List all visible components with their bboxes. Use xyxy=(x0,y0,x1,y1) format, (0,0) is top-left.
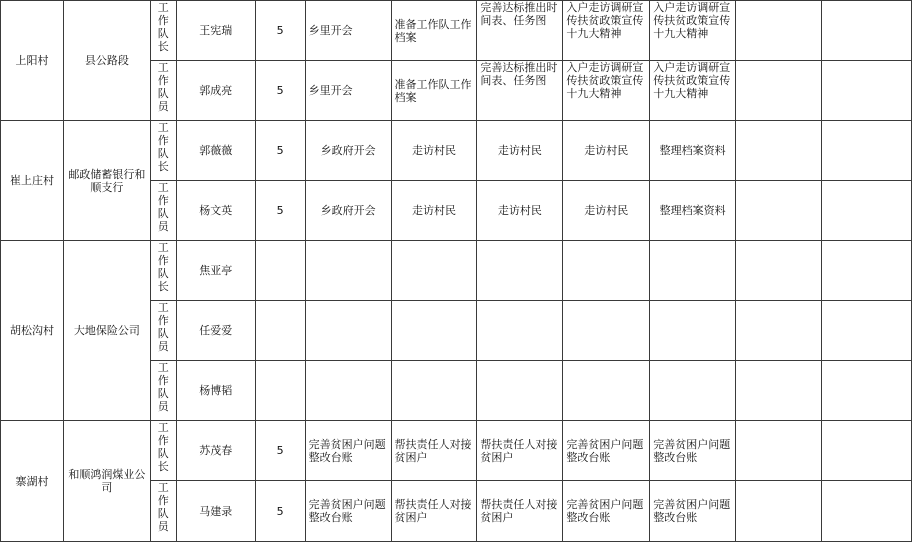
task-cell-3[interactable]: 帮扶责任人对接贫困户 xyxy=(477,421,563,481)
task-cell-5[interactable] xyxy=(650,241,736,301)
task-cell-4[interactable]: 完善贫困户问题整改台账 xyxy=(563,421,650,481)
task-cell-2[interactable]: 帮扶责任人对接贫困户 xyxy=(391,481,477,542)
task-cell-2[interactable]: 走访村民 xyxy=(391,121,477,181)
empty-cell[interactable] xyxy=(736,481,822,542)
table-row xyxy=(1,1,912,61)
unit-cell[interactable]: 邮政储蓄银行和顺支行 xyxy=(63,121,150,241)
task-cell-3[interactable]: 走访村民 xyxy=(477,121,563,181)
task-cell-1[interactable] xyxy=(305,361,391,421)
name-cell[interactable]: 焦亚亭 xyxy=(176,241,255,301)
task-cell-2[interactable]: 帮扶责任人对接贫困户 xyxy=(391,421,477,481)
task-cell-5[interactable]: 完善贫困户问题整改台账 xyxy=(650,421,736,481)
name-cell[interactable]: 杨文英 xyxy=(176,181,255,241)
task-cell-1[interactable]: 完善贫困户问题整改台账 xyxy=(305,481,391,542)
task-cell-1[interactable] xyxy=(305,301,391,361)
role-text: 工作队员 xyxy=(157,361,169,413)
empty-cell[interactable] xyxy=(736,121,822,181)
table-row xyxy=(1,241,912,301)
task-cell-3[interactable] xyxy=(477,301,563,361)
name-cell[interactable]: 王宪瑞 xyxy=(176,1,255,61)
empty-cell[interactable] xyxy=(736,301,822,361)
task-cell-3[interactable]: 完善达标推出时间表、任务图 xyxy=(477,1,563,61)
name-cell[interactable]: 杨博韬 xyxy=(176,361,255,421)
role-cell[interactable] xyxy=(150,241,176,301)
task-cell-3[interactable]: 帮扶责任人对接贫困户 xyxy=(477,481,563,542)
task-cell-4[interactable]: 走访村民 xyxy=(563,181,650,241)
task-cell-5[interactable]: 整理档案资料 xyxy=(650,121,736,181)
role-cell[interactable] xyxy=(150,301,176,361)
empty-cell[interactable] xyxy=(821,301,911,361)
role-text: 工作队员 xyxy=(157,61,169,113)
empty-cell[interactable] xyxy=(736,361,822,421)
task-cell-4[interactable] xyxy=(563,361,650,421)
task-cell-1[interactable] xyxy=(305,241,391,301)
village-cell[interactable]: 胡松沟村 xyxy=(1,241,64,421)
table-row xyxy=(1,121,912,181)
role-text: 工作队员 xyxy=(157,181,169,233)
task-cell-4[interactable]: 走访村民 xyxy=(563,121,650,181)
task-cell-2[interactable] xyxy=(391,301,477,361)
role-cell[interactable] xyxy=(150,481,176,542)
village-cell[interactable]: 寨湖村 xyxy=(1,421,64,542)
role-text: 工作队长 xyxy=(157,241,169,293)
task-cell-5[interactable]: 完善贫困户问题整改台账 xyxy=(650,481,736,542)
days-cell[interactable] xyxy=(255,241,305,301)
table-row xyxy=(1,421,912,481)
empty-cell[interactable] xyxy=(821,241,911,301)
empty-cell[interactable] xyxy=(821,181,911,241)
role-text: 工作队长 xyxy=(157,421,169,473)
task-cell-3[interactable]: 完善达标推出时间表、任务图 xyxy=(477,61,563,121)
role-cell[interactable] xyxy=(150,121,176,181)
task-cell-2[interactable]: 准备工作队工作档案 xyxy=(391,61,477,121)
task-cell-1[interactable]: 完善贫困户问题整改台账 xyxy=(305,421,391,481)
task-cell-5[interactable]: 入户走访调研宣传扶贫政策宣传十九大精神 xyxy=(650,61,736,121)
village-cell[interactable]: 上阳村 xyxy=(1,1,64,121)
role-cell[interactable] xyxy=(150,421,176,481)
empty-cell[interactable] xyxy=(821,121,911,181)
role-cell[interactable] xyxy=(150,361,176,421)
task-cell-1[interactable]: 乡政府开会 xyxy=(305,181,391,241)
village-cell[interactable]: 崔上庄村 xyxy=(1,121,64,241)
task-cell-4[interactable]: 入户走访调研宣传扶贫政策宣传十九大精神 xyxy=(563,1,650,61)
days-cell[interactable]: 5 xyxy=(255,421,305,481)
task-cell-2[interactable]: 走访村民 xyxy=(391,181,477,241)
empty-cell[interactable] xyxy=(821,361,911,421)
empty-cell[interactable] xyxy=(821,421,911,481)
role-cell[interactable] xyxy=(150,61,176,121)
unit-cell[interactable]: 县公路段 xyxy=(63,1,150,121)
task-cell-2[interactable] xyxy=(391,361,477,421)
task-cell-4[interactable] xyxy=(563,301,650,361)
task-cell-2[interactable] xyxy=(391,241,477,301)
name-cell[interactable]: 马建录 xyxy=(176,481,255,542)
task-cell-5[interactable] xyxy=(650,361,736,421)
task-cell-5[interactable] xyxy=(650,301,736,361)
role-cell[interactable] xyxy=(150,181,176,241)
unit-cell[interactable]: 和顺鸿润煤业公司 xyxy=(63,421,150,542)
empty-cell[interactable] xyxy=(736,61,822,121)
role-text: 工作队员 xyxy=(157,301,169,353)
empty-cell[interactable] xyxy=(821,61,911,121)
task-cell-5[interactable]: 整理档案资料 xyxy=(650,181,736,241)
name-cell[interactable]: 郭薇薇 xyxy=(176,121,255,181)
days-cell[interactable] xyxy=(255,361,305,421)
task-cell-3[interactable] xyxy=(477,361,563,421)
name-cell[interactable]: 郭成亮 xyxy=(176,61,255,121)
task-cell-3[interactable]: 走访村民 xyxy=(477,181,563,241)
empty-cell[interactable] xyxy=(736,241,822,301)
task-cell-5[interactable]: 入户走访调研宣传扶贫政策宣传十九大精神 xyxy=(650,1,736,61)
empty-cell[interactable] xyxy=(736,421,822,481)
role-cell[interactable] xyxy=(150,1,176,61)
task-cell-1[interactable]: 乡里开会 xyxy=(305,1,391,61)
empty-cell[interactable] xyxy=(821,1,911,61)
task-cell-4[interactable]: 入户走访调研宣传扶贫政策宣传十九大精神 xyxy=(563,61,650,121)
name-cell[interactable]: 苏茂春 xyxy=(176,421,255,481)
role-text: 工作队长 xyxy=(157,1,169,53)
task-cell-4[interactable] xyxy=(563,241,650,301)
empty-cell[interactable] xyxy=(821,481,911,542)
task-cell-2[interactable]: 准备工作队工作档案 xyxy=(391,1,477,61)
empty-cell[interactable] xyxy=(736,181,822,241)
days-cell[interactable]: 5 xyxy=(255,481,305,542)
task-cell-3[interactable] xyxy=(477,241,563,301)
days-cell[interactable]: 5 xyxy=(255,1,305,61)
unit-cell[interactable]: 大地保险公司 xyxy=(63,241,150,421)
role-text: 工作队长 xyxy=(157,121,169,173)
days-cell[interactable]: 5 xyxy=(255,121,305,181)
task-cell-1[interactable]: 乡政府开会 xyxy=(305,121,391,181)
task-cell-1[interactable]: 乡里开会 xyxy=(305,61,391,121)
days-cell[interactable]: 5 xyxy=(255,61,305,121)
task-cell-4[interactable]: 完善贫困户问题整改台账 xyxy=(563,481,650,542)
role-text: 工作队员 xyxy=(157,481,169,533)
name-cell[interactable]: 任爱爱 xyxy=(176,301,255,361)
days-cell[interactable] xyxy=(255,301,305,361)
days-cell[interactable]: 5 xyxy=(255,181,305,241)
empty-cell[interactable] xyxy=(736,1,822,61)
